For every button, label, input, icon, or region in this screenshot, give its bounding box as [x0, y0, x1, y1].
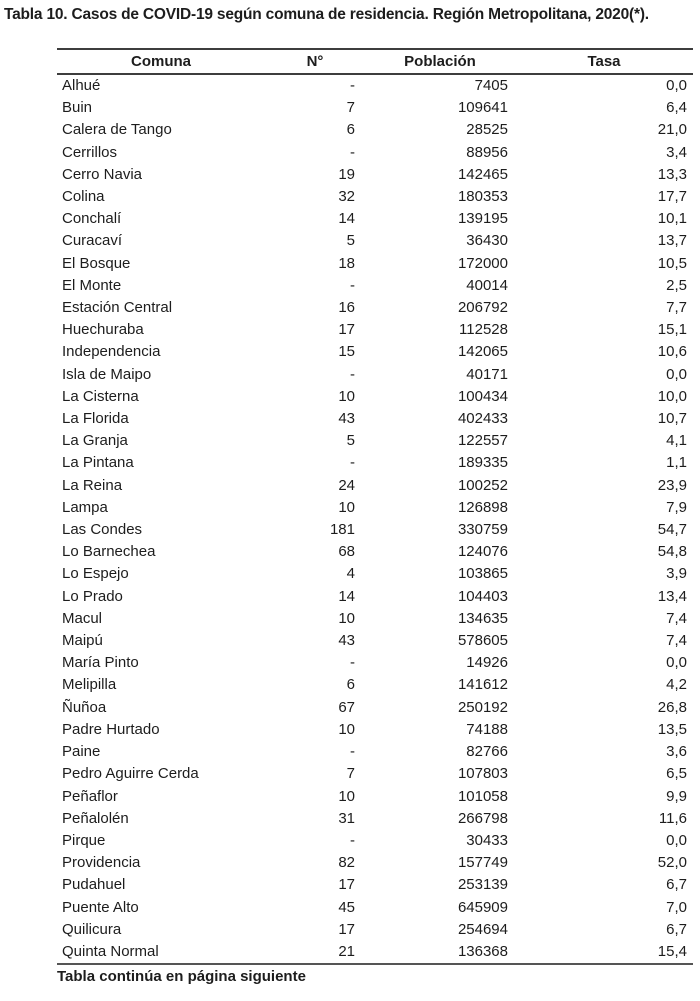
n-cell: 6 — [346, 676, 355, 694]
table-row — [57, 253, 693, 275]
table-continuation-note: Tabla continúa en página siguiente — [57, 968, 306, 985]
poblacion-cell: 645909 — [457, 898, 508, 916]
poblacion-cell: 109641 — [457, 99, 508, 117]
poblacion-cell: 578605 — [457, 632, 508, 650]
poblacion-cell: 142065 — [457, 343, 508, 361]
comuna-cell: Providencia — [62, 854, 141, 872]
tasa-cell: 7,9 — [666, 498, 687, 516]
comuna-cell: Cerro Navia — [62, 165, 143, 183]
table-body — [57, 74, 693, 964]
table-row — [57, 519, 693, 541]
comuna-cell: Cerrillos — [62, 143, 118, 161]
comuna-cell: La Granja — [62, 432, 128, 450]
tasa-cell: 54,7 — [657, 521, 687, 539]
table-row — [57, 763, 693, 785]
n-cell: 45 — [338, 898, 355, 916]
comuna-cell: Independencia — [62, 343, 161, 361]
column-header-tasa: Tasa — [515, 49, 693, 74]
n-cell: - — [350, 831, 355, 849]
poblacion-cell: 124076 — [457, 543, 508, 561]
tasa-cell: 7,7 — [666, 299, 687, 317]
poblacion-cell: 40014 — [466, 276, 508, 294]
comuna-cell: Peñaflor — [62, 787, 118, 805]
comuna-cell: El Monte — [62, 276, 122, 294]
n-cell: 43 — [338, 632, 355, 650]
table-row — [57, 74, 693, 97]
table-row — [57, 186, 693, 208]
poblacion-cell: 107803 — [457, 765, 508, 783]
poblacion-cell: 206792 — [457, 299, 508, 317]
tasa-cell: 0,0 — [666, 654, 687, 672]
n-cell: 24 — [338, 476, 355, 494]
table-row — [57, 741, 693, 763]
poblacion-cell: 28525 — [466, 121, 508, 139]
tasa-cell: 13,3 — [657, 165, 687, 183]
table-row — [57, 830, 693, 852]
poblacion-cell: 141612 — [457, 676, 508, 694]
table-row — [57, 874, 693, 896]
n-cell: 4 — [346, 565, 355, 583]
n-cell: 32 — [338, 188, 355, 206]
table-row — [57, 697, 693, 719]
table-row — [57, 541, 693, 563]
table-row — [57, 808, 693, 830]
comuna-cell: Pudahuel — [62, 876, 126, 894]
poblacion-cell: 30433 — [466, 831, 508, 849]
table-row — [57, 786, 693, 808]
comuna-cell: Paine — [62, 743, 101, 761]
poblacion-cell: 101058 — [457, 787, 508, 805]
tasa-cell: 9,9 — [666, 787, 687, 805]
tasa-cell: 11,6 — [658, 809, 687, 827]
header-row — [57, 49, 693, 74]
table-row — [57, 719, 693, 741]
table-row — [57, 364, 693, 386]
tasa-cell: 23,9 — [657, 476, 687, 494]
table-row — [57, 275, 693, 297]
table-row — [57, 475, 693, 497]
poblacion-cell: 250192 — [457, 698, 508, 716]
table-row — [57, 941, 693, 964]
table-row — [57, 497, 693, 519]
table-row — [57, 408, 693, 430]
comuna-cell: La Cisterna — [62, 387, 139, 405]
comuna-cell: Isla de Maipo — [62, 365, 152, 383]
n-cell: 10 — [338, 387, 355, 405]
poblacion-cell: 157749 — [457, 854, 508, 872]
comuna-cell: Peñalolén — [62, 809, 129, 827]
table-row — [57, 119, 693, 141]
poblacion-cell: 100434 — [457, 387, 508, 405]
poblacion-cell: 139195 — [457, 210, 508, 228]
poblacion-cell: 253139 — [457, 876, 508, 894]
poblacion-cell: 104403 — [457, 587, 508, 605]
tasa-cell: 54,8 — [657, 543, 687, 561]
comuna-cell: Conchalí — [62, 210, 122, 228]
table-row — [57, 97, 693, 119]
covid-cases-table — [57, 48, 693, 965]
comuna-cell: Curacaví — [62, 232, 123, 250]
n-cell: 19 — [338, 165, 355, 183]
n-cell: 10 — [338, 720, 355, 738]
n-cell: 10 — [338, 609, 355, 627]
table-row — [57, 164, 693, 186]
poblacion-cell: 7405 — [474, 77, 508, 94]
n-cell: 21 — [265, 941, 365, 964]
tasa-cell: 6,4 — [666, 99, 687, 117]
n-cell: - — [350, 77, 355, 94]
comuna-cell: Estación Central — [62, 299, 173, 317]
table-row — [57, 297, 693, 319]
table-row — [57, 652, 693, 674]
table-row — [57, 142, 693, 164]
n-cell: 16 — [338, 299, 355, 317]
n-cell: - — [350, 654, 355, 672]
comuna-cell: Lampa — [62, 498, 108, 516]
poblacion-cell: 82766 — [466, 743, 508, 761]
table-row — [57, 208, 693, 230]
tasa-cell: 10,6 — [657, 343, 687, 361]
n-cell: - — [350, 365, 355, 383]
tasa-cell: 52,0 — [657, 854, 687, 872]
tasa-cell: 10,7 — [657, 410, 687, 428]
poblacion-cell: 36430 — [466, 232, 508, 250]
tasa-cell: 6,7 — [666, 920, 687, 938]
n-cell: 18 — [338, 254, 355, 272]
column-header-poblacion: Población — [365, 49, 515, 74]
poblacion-cell: 266798 — [457, 809, 508, 827]
comuna-cell: Huechuraba — [62, 321, 144, 339]
table-row — [57, 230, 693, 252]
n-cell: 10 — [338, 787, 355, 805]
table-row — [57, 341, 693, 363]
tasa-cell: 10,5 — [657, 254, 687, 272]
table-row — [57, 452, 693, 474]
comuna-cell: El Bosque — [62, 254, 131, 272]
tasa-cell: 3,9 — [666, 565, 687, 583]
n-cell: 5 — [346, 432, 355, 450]
n-cell: - — [350, 143, 355, 161]
table-row — [57, 919, 693, 941]
n-cell: 7 — [346, 765, 355, 783]
poblacion-cell: 134635 — [457, 609, 508, 627]
comuna-cell: Padre Hurtado — [62, 720, 160, 738]
tasa-cell: 26,8 — [657, 698, 687, 716]
table-row — [57, 386, 693, 408]
comuna-cell: Alhué — [62, 77, 101, 94]
table-row — [57, 852, 693, 874]
poblacion-cell: 180353 — [457, 188, 508, 206]
tasa-cell: 0,0 — [666, 365, 687, 383]
poblacion-cell: 189335 — [457, 454, 508, 472]
comuna-cell: La Reina — [62, 476, 123, 494]
tasa-cell: 17,7 — [657, 188, 687, 206]
n-cell: 14 — [338, 210, 355, 228]
comuna-cell: Colina — [62, 188, 105, 206]
table-container — [57, 48, 693, 965]
n-cell: 17 — [338, 876, 355, 894]
poblacion-cell: 112528 — [459, 321, 508, 339]
table-row — [57, 319, 693, 341]
poblacion-cell: 254694 — [457, 920, 508, 938]
table-row — [57, 430, 693, 452]
column-header-n: N° — [265, 49, 365, 74]
n-cell: 15 — [338, 343, 355, 361]
tasa-cell: 15,1 — [657, 321, 687, 339]
tasa-cell: 21,0 — [657, 121, 687, 139]
poblacion-cell: 122557 — [457, 432, 508, 450]
comuna-cell: Lo Prado — [62, 587, 123, 605]
poblacion-cell: 40171 — [466, 365, 508, 383]
comuna-cell: Maipú — [62, 632, 103, 650]
table-row — [57, 630, 693, 652]
poblacion-cell: 172000 — [457, 254, 508, 272]
tasa-cell: 15,4 — [515, 941, 693, 964]
tasa-cell: 13,4 — [657, 587, 687, 605]
comuna-cell: Macul — [62, 609, 103, 627]
tasa-cell: 13,5 — [657, 720, 687, 738]
poblacion-cell: 126898 — [457, 498, 508, 516]
comuna-cell: Ñuñoa — [62, 698, 107, 716]
tasa-cell: 0,0 — [666, 831, 687, 849]
tasa-cell: 6,5 — [666, 765, 687, 783]
comuna-cell: María Pinto — [62, 654, 139, 672]
n-cell: 67 — [338, 698, 355, 716]
comuna-cell: Lo Espejo — [62, 565, 129, 583]
n-cell: 181 — [329, 521, 355, 539]
tasa-cell: 7,4 — [666, 632, 687, 650]
tasa-cell: 4,2 — [666, 676, 687, 694]
poblacion-cell: 14926 — [466, 654, 508, 672]
tasa-cell: 7,4 — [666, 609, 687, 627]
comuna-cell: Las Condes — [62, 521, 143, 539]
comuna-cell: Quinta Normal — [57, 941, 265, 964]
comuna-cell: La Florida — [62, 410, 129, 428]
tasa-cell: 1,1 — [666, 454, 687, 472]
poblacion-cell: 100252 — [457, 476, 508, 494]
n-cell: 17 — [338, 321, 355, 339]
tasa-cell: 4,1 — [666, 432, 687, 450]
poblacion-cell: 103865 — [457, 565, 508, 583]
comuna-cell: Melipilla — [62, 676, 117, 694]
n-cell: 10 — [338, 498, 355, 516]
table-row — [57, 586, 693, 608]
table-row — [57, 608, 693, 630]
comuna-cell: Quilicura — [62, 920, 122, 938]
tasa-cell: 2,5 — [666, 276, 687, 294]
n-cell: 6 — [346, 121, 355, 139]
poblacion-cell: 74188 — [466, 720, 508, 738]
n-cell: 17 — [338, 920, 355, 938]
table-row — [57, 563, 693, 585]
column-header-comuna: Comuna — [57, 49, 265, 74]
tasa-cell: 0,0 — [666, 77, 687, 94]
comuna-cell: Pirque — [62, 831, 106, 849]
tasa-cell: 10,0 — [657, 387, 687, 405]
n-cell: 31 — [338, 809, 355, 827]
n-cell: - — [350, 276, 355, 294]
poblacion-cell: 136368 — [365, 941, 515, 964]
tasa-cell: 7,0 — [666, 898, 687, 916]
n-cell: - — [350, 743, 355, 761]
comuna-cell: La Pintana — [62, 454, 134, 472]
n-cell: 82 — [338, 854, 355, 872]
comuna-cell: Puente Alto — [62, 898, 139, 916]
n-cell: - — [350, 454, 355, 472]
poblacion-cell: 88956 — [466, 143, 508, 161]
poblacion-cell: 402433 — [457, 410, 508, 428]
poblacion-cell: 330759 — [457, 521, 508, 539]
n-cell: 43 — [338, 410, 355, 428]
tasa-cell: 6,7 — [666, 876, 687, 894]
n-cell: 68 — [338, 543, 355, 561]
n-cell: 14 — [338, 587, 355, 605]
comuna-cell: Lo Barnechea — [62, 543, 156, 561]
table-title: Tabla 10. Casos de COVID-19 según comuna de residencia. Región Metropolitana, 2020(*). — [4, 6, 649, 23]
tasa-cell: 3,4 — [666, 143, 687, 161]
table-header — [57, 49, 693, 74]
table-row — [57, 897, 693, 919]
comuna-cell: Buin — [62, 99, 93, 117]
n-cell: 7 — [346, 99, 355, 117]
tasa-cell: 13,7 — [657, 232, 687, 250]
n-cell: 5 — [346, 232, 355, 250]
comuna-cell: Calera de Tango — [62, 121, 172, 139]
table-row — [57, 674, 693, 696]
tasa-cell: 10,1 — [657, 210, 687, 228]
poblacion-cell: 142465 — [457, 165, 508, 183]
comuna-cell: Pedro Aguirre Cerda — [62, 765, 199, 783]
tasa-cell: 3,6 — [666, 743, 687, 761]
